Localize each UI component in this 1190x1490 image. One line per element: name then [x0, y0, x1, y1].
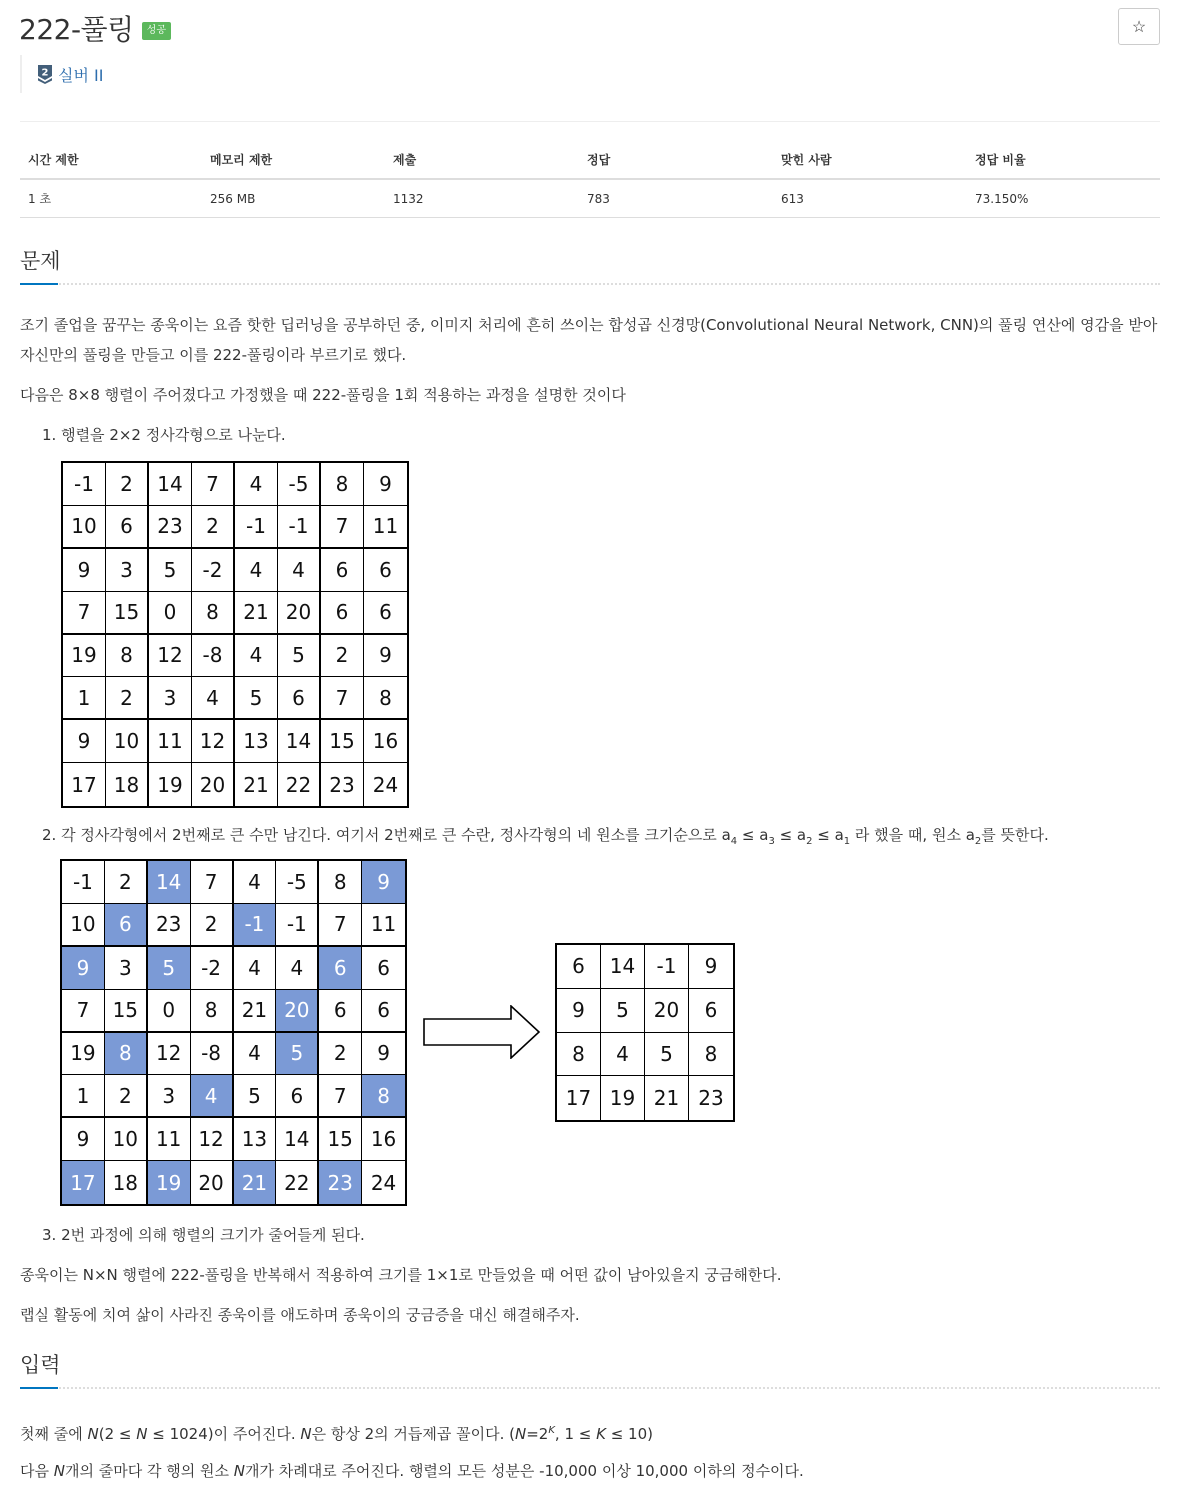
matrix-cell: 20: [192, 763, 235, 806]
problem-paragraph-2: 다음은 8×8 행렬이 주어졌다고 가정했을 때 222-풀링을 1회 적용하는 과정을 설명한 것이다: [20, 386, 626, 404]
matrix-cell: 8: [191, 990, 234, 1033]
matrix-cell: 5: [235, 677, 278, 720]
matrix-cell: 10: [106, 720, 149, 763]
matrix-cell: 22: [276, 1161, 319, 1204]
matrix-cell: 9: [63, 720, 106, 763]
matrix-cell: 4: [235, 635, 278, 678]
matrix-cell: 21: [235, 592, 278, 635]
accepted: 783: [579, 179, 773, 218]
matrix-cell: 11: [364, 506, 407, 549]
matrix-cell: 16: [364, 720, 407, 763]
matrix-cell: 0: [148, 990, 191, 1033]
matrix-cell: 23: [149, 506, 192, 549]
section-divider: [20, 1387, 1160, 1389]
info-header: 정답: [579, 142, 773, 179]
matrix-cell: -1: [276, 904, 319, 947]
matrix-cell: 8: [689, 1033, 733, 1077]
matrix-cell: -1: [234, 904, 277, 947]
matrix-cell: 6: [689, 989, 733, 1033]
matrix-cell: 6: [319, 990, 362, 1033]
matrix-cell: 7: [192, 463, 235, 506]
matrix-4x4-result: [555, 943, 735, 1122]
matrix-cell: 8: [321, 463, 364, 506]
matrix-cell: 11: [362, 904, 405, 947]
matrix-cell: 5: [645, 1033, 689, 1077]
matrix-cell: 0: [149, 592, 192, 635]
star-button[interactable]: ☆: [1118, 8, 1160, 45]
problem-paragraph-4: 랩실 활동에 치여 삶이 사라진 종욱이를 애도하며 종욱이의 궁금증을 대신 해결해주자.: [20, 1306, 580, 1324]
info-header: 제출: [385, 142, 579, 179]
matrix-cell: 2: [191, 904, 234, 947]
matrix-cell: -5: [276, 861, 319, 904]
matrix-cell: 5: [601, 989, 645, 1033]
matrix-cell: 20: [191, 1161, 234, 1204]
matrix-cell: 17: [62, 1161, 105, 1204]
matrix-cell: 2: [319, 1033, 362, 1076]
tier-icon: [37, 64, 53, 84]
arrow-icon: [423, 1005, 541, 1059]
matrix-cell: 6: [276, 1075, 319, 1118]
memory-limit: 256 MB: [202, 179, 385, 218]
matrix-cell: 17: [63, 763, 106, 806]
matrix-cell: 7: [321, 506, 364, 549]
matrix-cell: 6: [278, 677, 321, 720]
matrix-cell: 15: [319, 1118, 362, 1161]
matrix-cell: 9: [63, 549, 106, 592]
matrix-cell: 8: [105, 1033, 148, 1076]
matrix-cell: 19: [601, 1076, 645, 1120]
matrix-cell: 6: [362, 990, 405, 1033]
matrix-cell: 7: [191, 861, 234, 904]
info-header: 시간 제한: [20, 142, 202, 179]
matrix-cell: 15: [106, 592, 149, 635]
matrix-cell: 3: [105, 947, 148, 990]
solvers: 613: [773, 179, 967, 218]
matrix-cell: 9: [362, 1033, 405, 1076]
matrix-cell: 23: [698, 1086, 724, 1111]
matrix-cell: 4: [601, 1033, 645, 1077]
matrix-cell: 13: [235, 720, 278, 763]
matrix-cell: 9: [62, 1118, 105, 1161]
matrix-cell: 18: [105, 1161, 148, 1204]
section-accent: [20, 1387, 58, 1389]
matrix-cell: 4: [234, 861, 277, 904]
matrix-cell: 23: [319, 1161, 362, 1204]
matrix-cell: 5: [149, 549, 192, 592]
matrix-cell: 2: [106, 463, 149, 506]
matrix-cell: 3: [148, 1075, 191, 1118]
matrix-cell: 8: [364, 677, 407, 720]
matrix-cell: 5: [278, 635, 321, 678]
matrix-cell: 12: [192, 720, 235, 763]
matrix-cell: 12: [148, 1033, 191, 1076]
matrix-cell: 10: [63, 506, 106, 549]
matrix-cell: 21: [645, 1076, 689, 1120]
step-2: 2. 각 정사각형에서 2번째로 큰 수만 남긴다. 여기서 2번째로 큰 수란, 정사각형의 네 원소를 크기순으로 $a_4 \le a_3 \le a_2 \le a_1$ 라 했을 때, 원소 $a_2$를 뜻한다.: [42, 826, 1049, 847]
input-heading: 입력: [20, 1353, 61, 1377]
matrix-cell: -1: [278, 506, 321, 549]
matrix-cell: -1: [63, 463, 106, 506]
matrix-cell: 7: [319, 904, 362, 947]
matrix-cell: 4: [234, 1033, 277, 1076]
matrix-cell: 4: [278, 549, 321, 592]
matrix-cell: 12: [191, 1118, 234, 1161]
info-value-row: [20, 179, 1160, 218]
accept-ratio: 73.150%: [967, 179, 1160, 218]
problem-paragraph-1: 조기 졸업을 꿈꾸는 종욱이는 요즘 핫한 딥러닝을 공부하던 중, 이미지 처리에 흔히 쓰이는 합성곱 신경망(Convolutional Neural Network, CNN)의 풀링 연산에 영감을 받아 자신만의 풀링을 만들고 이를 222-풀링이라 부르기로 했다.: [20, 316, 1158, 364]
matrix-cell: -1: [62, 861, 105, 904]
svg-text:2: 2: [41, 67, 49, 79]
matrix-cell: 2: [105, 861, 148, 904]
problem-info-table: [20, 142, 1160, 218]
matrix-cell: 6: [362, 947, 405, 990]
tier-info: [20, 55, 103, 93]
info-header: 메모리 제한: [202, 142, 385, 179]
matrix-cell: 5: [234, 1075, 277, 1118]
matrix-cell: -2: [192, 549, 235, 592]
matrix-cell: 9: [557, 989, 601, 1033]
matrix-cell: 8: [319, 861, 362, 904]
matrix-8x8: [61, 461, 409, 808]
matrix-cell: 22: [278, 763, 321, 806]
matrix-cell: -8: [191, 1033, 234, 1076]
matrix-cell: 4: [235, 463, 278, 506]
matrix-cell: 9: [62, 947, 105, 990]
matrix-cell: 4: [235, 549, 278, 592]
matrix-cell: 1: [63, 677, 106, 720]
matrix-cell: 2: [192, 506, 235, 549]
matrix-cell: 9: [364, 463, 407, 506]
matrix-cell: 7: [63, 592, 106, 635]
tier-link[interactable]: 실버 II: [58, 65, 104, 85]
matrix-cell: 7: [321, 677, 364, 720]
matrix-cell: 10: [62, 904, 105, 947]
info-header-row: [20, 142, 1160, 179]
matrix-cell: 20: [276, 990, 319, 1033]
matrix-cell: 8: [362, 1075, 405, 1118]
input-line-2: 다음 N개의 줄마다 각 행의 원소 N개가 차례대로 주어진다. 행렬의 모든 성분은 -10,000 이상 10,000 이하의 정수이다.: [20, 1462, 804, 1480]
matrix-cell: 2: [106, 677, 149, 720]
page-title: 222-풀링: [19, 13, 134, 46]
matrix-cell: 21: [234, 990, 277, 1033]
matrix-cell: 19: [62, 1033, 105, 1076]
matrix-cell: 4: [234, 947, 277, 990]
matrix-cell: -1: [235, 506, 278, 549]
matrix-cell: 23: [321, 763, 364, 806]
section-accent: [20, 283, 58, 285]
matrix-cell: -1: [645, 945, 689, 989]
matrix-cell: 8: [192, 592, 235, 635]
info-header: 맞힌 사람: [773, 142, 967, 179]
matrix-cell: 14: [276, 1118, 319, 1161]
matrix-cell: -2: [191, 947, 234, 990]
matrix-cell: 5: [148, 947, 191, 990]
matrix-cell: -5: [278, 463, 321, 506]
matrix-cell: 12: [149, 635, 192, 678]
matrix-cell: 14: [601, 945, 645, 989]
title-row: [19, 8, 171, 48]
matrix-cell: 6: [364, 592, 407, 635]
section-divider: [20, 283, 1160, 285]
matrix-cell: 7: [62, 990, 105, 1033]
info-header: 정답 비율: [967, 142, 1160, 179]
matrix-cell: 14: [149, 463, 192, 506]
matrix-cell: 11: [148, 1118, 191, 1161]
matrix-cell: 6: [319, 947, 362, 990]
problem-paragraph-3: 종욱이는 N×N 행렬에 222-풀링을 반복해서 적용하여 크기를 1×1로 만들었을 때 어떤 값이 남아있을지 궁금해한다.: [20, 1266, 782, 1284]
matrix-cell: 14: [148, 861, 191, 904]
matrix-cell: 6: [106, 506, 149, 549]
matrix-cell: 20: [645, 989, 689, 1033]
matrix-cell: 11: [149, 720, 192, 763]
matrix-cell: 21: [234, 1161, 277, 1204]
matrix-cell: 19: [63, 635, 106, 678]
matrix-cell: 4: [192, 677, 235, 720]
time-limit: 1 초: [20, 179, 202, 218]
matrix-cell: 10: [105, 1118, 148, 1161]
input-line-1: 첫째 줄에 N(2 ≤ N ≤ 1024)이 주어진다. N은 항상 2의 거듭제곱 꼴이다. ($N=2^K$, 1 ≤ K ≤ 10): [20, 1425, 653, 1443]
matrix-cell: 14: [278, 720, 321, 763]
matrix-cell: 15: [321, 720, 364, 763]
matrix-cell: 16: [362, 1118, 405, 1161]
matrix-cell: 6: [321, 549, 364, 592]
divider: [20, 121, 1160, 122]
matrix-cell: 9: [364, 635, 407, 678]
matrix-cell: 19: [149, 763, 192, 806]
matrix-cell: 8: [106, 635, 149, 678]
matrix-cell: 4: [191, 1075, 234, 1118]
matrix-cell: 20: [278, 592, 321, 635]
matrix-cell: 1: [62, 1075, 105, 1118]
matrix-cell: 6: [557, 945, 601, 989]
matrix-cell: 2: [105, 1075, 148, 1118]
submissions: 1132: [385, 179, 579, 218]
matrix-cell: 5: [276, 1033, 319, 1076]
matrix-cell: 19: [148, 1161, 191, 1204]
step-3: 3. 2번 과정에 의해 행렬의 크기가 줄어들게 된다.: [42, 1226, 365, 1244]
matrix-cell: 4: [276, 947, 319, 990]
matrix-cell: 3: [106, 549, 149, 592]
matrix-cell: -8: [192, 635, 235, 678]
matrix-cell: 18: [106, 763, 149, 806]
matrix-cell: 13: [234, 1118, 277, 1161]
matrix-cell: 24: [370, 1170, 397, 1195]
matrix-cell: 6: [364, 549, 407, 592]
matrix-cell: 24: [372, 772, 399, 797]
matrix-cell: 6: [105, 904, 148, 947]
matrix-cell: 3: [149, 677, 192, 720]
matrix-cell: 15: [105, 990, 148, 1033]
matrix-cell: 21: [235, 763, 278, 806]
problem-heading: 문제: [20, 249, 61, 273]
matrix-cell: 6: [321, 592, 364, 635]
matrix-cell: 9: [362, 861, 405, 904]
matrix-cell: 17: [557, 1076, 601, 1120]
matrix-cell: 8: [557, 1033, 601, 1077]
matrix-cell: 7: [319, 1075, 362, 1118]
matrix-cell: 23: [148, 904, 191, 947]
status-badge: 성공: [142, 22, 171, 40]
matrix-8x8-highlighted: [60, 859, 407, 1206]
step-1: 1. 행렬을 2×2 정사각형으로 나눈다.: [42, 426, 286, 444]
matrix-cell: 9: [689, 945, 733, 989]
matrix-cell: 2: [321, 635, 364, 678]
